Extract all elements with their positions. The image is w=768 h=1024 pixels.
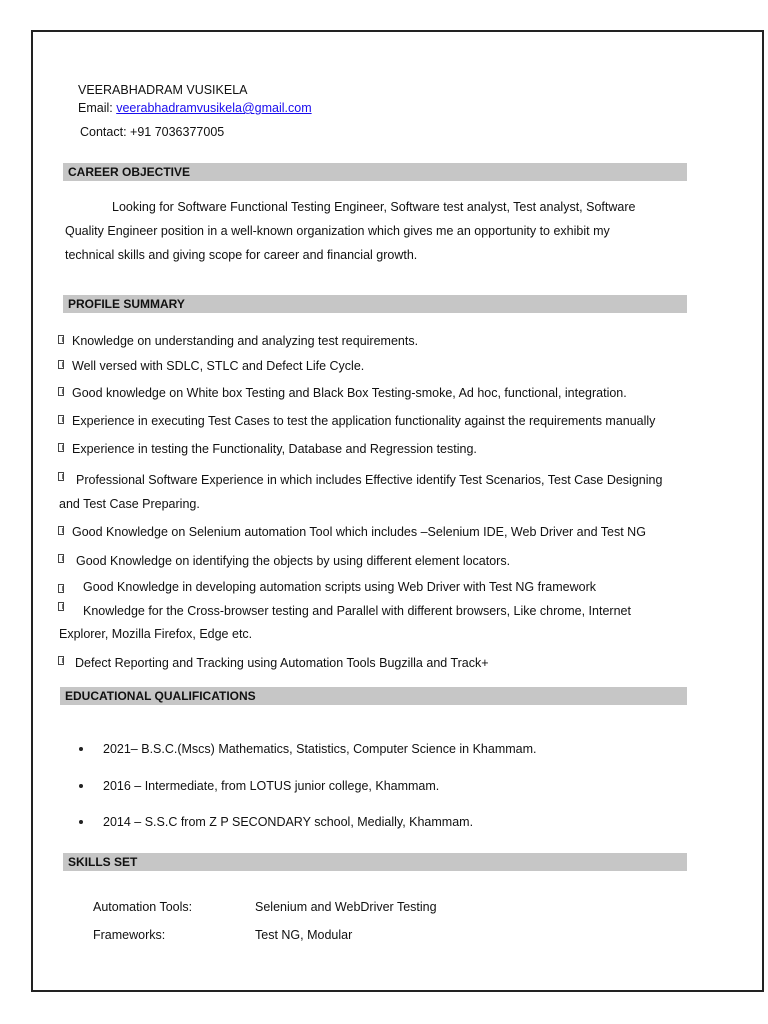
bullet-box-icon [58,602,64,611]
bullet-dot-icon [79,820,83,824]
career-line-1: Looking for Software Functional Testing Engineer, Software test analyst, Test analyst, Software [112,200,636,214]
education-item: 2014 – S.S.C from Z P SECONDARY school, Medially, Khammam. [103,815,474,829]
email-link[interactable]: veerabhadramvusikela@gmail.com [116,101,312,115]
section-title-skills: SKILLS SET [68,855,138,869]
bullet-box-icon [58,472,64,481]
profile-item: Experience in executing Test Cases to test the application functionality against the requirements manually [72,414,656,428]
section-header-skills [63,853,687,871]
profile-item: Good Knowledge on identifying the objects by using different element locators. [76,554,511,568]
candidate-name: VEERABHADRAM VUSIKELA [78,83,248,97]
profile-item: Experience in testing the Functionality, Database and Regression testing. [72,442,477,456]
bullet-box-icon [58,656,64,665]
bullet-box-icon [58,415,64,424]
bullet-box-icon [58,360,64,369]
bullet-box-icon [58,387,64,396]
profile-item: Well versed with SDLC, STLC and Defect Life Cycle. [72,359,365,373]
email-label: Email: [78,101,117,115]
bullet-dot-icon [79,747,83,751]
section-title-career: CAREER OBJECTIVE [68,165,191,179]
profile-item: Defect Reporting and Tracking using Automation Tools Bugzilla and Track+ [75,656,489,670]
profile-item-continuation: and Test Case Preparing. [59,497,200,511]
profile-item: Good Knowledge in developing automation scripts using Web Driver with Test NG framework [83,580,596,594]
profile-item: Knowledge on understanding and analyzing test requirements. [72,334,419,348]
profile-item-continuation: Explorer, Mozilla Firefox, Edge etc. [59,627,253,641]
career-line-3: technical skills and giving scope for career and financial growth. [65,248,418,262]
skill-value: Test NG, Modular [255,928,353,942]
profile-item: Good knowledge on White box Testing and Black Box Testing-smoke, Ad hoc, functional, integration. [72,386,627,400]
bullet-box-icon [58,554,64,563]
education-item: 2021– B.S.C.(Mscs) Mathematics, Statistics, Computer Science in Khammam. [103,742,537,756]
education-item: 2016 – Intermediate, from LOTUS junior college, Khammam. [103,779,440,793]
section-title-education: EDUCATIONAL QUALIFICATIONS [65,689,256,703]
skill-value: Selenium and WebDriver Testing [255,900,437,914]
bullet-box-icon [58,335,64,344]
profile-item: Knowledge for the Cross-browser testing and Parallel with different browsers, Like chrome, Internet [83,604,631,618]
bullet-dot-icon [79,784,83,788]
email-line [78,100,312,116]
bullet-box-icon [58,443,64,452]
profile-item: Professional Software Experience in which includes Effective identify Test Scenarios, Test Case Designing [76,473,663,487]
bullet-box-icon [58,526,64,535]
skill-label: Automation Tools: [93,900,193,914]
section-header-profile [63,295,687,313]
section-header-education [60,687,687,705]
section-header-career [63,163,687,181]
career-line-2: Quality Engineer position in a well-known organization which gives me an opportunity to exhibit my [65,224,610,238]
bullet-box-icon [58,584,64,593]
section-title-profile: PROFILE SUMMARY [68,297,185,311]
profile-item: Good Knowledge on Selenium automation Tool which includes –Selenium IDE, Web Driver and Test NG [72,525,646,539]
skill-label: Frameworks: [93,928,166,942]
contact-line: Contact: +91 7036377005 [80,125,225,139]
